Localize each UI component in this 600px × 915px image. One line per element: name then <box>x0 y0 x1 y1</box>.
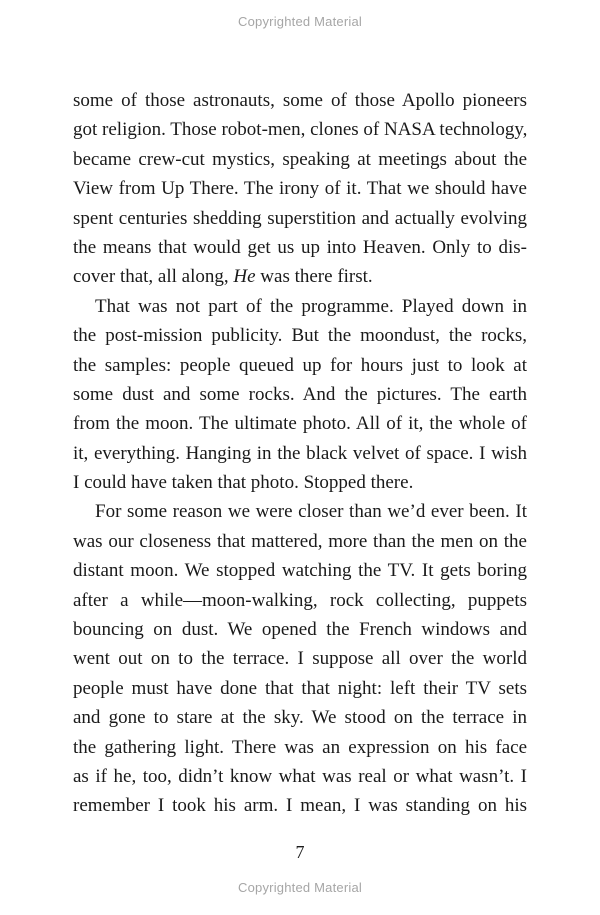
paragraph-1 <box>73 86 527 292</box>
text-line: the post-mission publicity. But the moondust, the rocks, <box>73 325 527 347</box>
text-line: That was not part of the programme. Played down in <box>95 295 527 317</box>
paragraph-3 <box>73 497 527 820</box>
text-line: from the moon. The ultimate photo. All of it, the whole of <box>73 413 527 435</box>
page-number: 7 <box>295 842 305 862</box>
text-line: was our closeness that mattered, more than the men on the <box>73 530 527 552</box>
text-line: bouncing on dust. We opened the French windows and <box>73 619 527 641</box>
text-line: as if he, too, didn’t know what was real or what wasn’t. I <box>73 765 527 787</box>
text-fragment: was there first. <box>255 266 373 288</box>
text-line: some of those astronauts, some of those Apollo pioneers <box>73 90 527 111</box>
text-line: went out on to the terrace. I suppose all over the world <box>73 648 527 670</box>
text-line: remember I took his arm. I mean, I was standing on his <box>73 795 527 817</box>
text-line: distant moon. We stopped watching the TV. It gets boring <box>73 560 527 582</box>
text-line: after a while—moon-walking, rock collecting, puppets <box>73 589 527 611</box>
text-line: got religion. Those robot-men, clones of NASA technology, <box>73 119 528 141</box>
emphasized-word: He <box>233 266 256 288</box>
paragraph-2 <box>73 292 527 498</box>
copyright-watermark-top: Copyrighted Material <box>238 14 362 29</box>
text-line: people must have done that that night: left their TV sets <box>73 677 527 699</box>
text-line: the means that would get us up into Heaven. Only to dis- <box>73 236 527 258</box>
copyright-watermark-bottom: Copyrighted Material <box>238 880 362 895</box>
text-line: the samples: people queued up for hours just to look at <box>73 354 527 376</box>
text-line <box>73 262 527 291</box>
text-fragment: cover that, all along, <box>73 266 234 288</box>
text-line: and gone to stare at the sky. We stood on the terrace in <box>73 707 527 729</box>
text-line: spent centuries shedding superstition and actually evolving <box>73 207 527 229</box>
text-line: View from Up There. The irony of it. That we should have <box>73 178 527 200</box>
text-line: For some reason we were closer than we’d ever been. It <box>95 501 527 523</box>
text-line: it, everything. Hanging in the black velvet of space. I wish <box>73 442 527 464</box>
text-line: I could have taken that photo. Stopped there. <box>73 472 414 494</box>
body-text <box>73 86 527 821</box>
text-line: some dust and some rocks. And the pictures. The earth <box>73 383 527 405</box>
text-line: became crew-cut mystics, speaking at meetings about the <box>73 148 527 170</box>
text-line: the gathering light. There was an expression on his face <box>73 736 527 758</box>
